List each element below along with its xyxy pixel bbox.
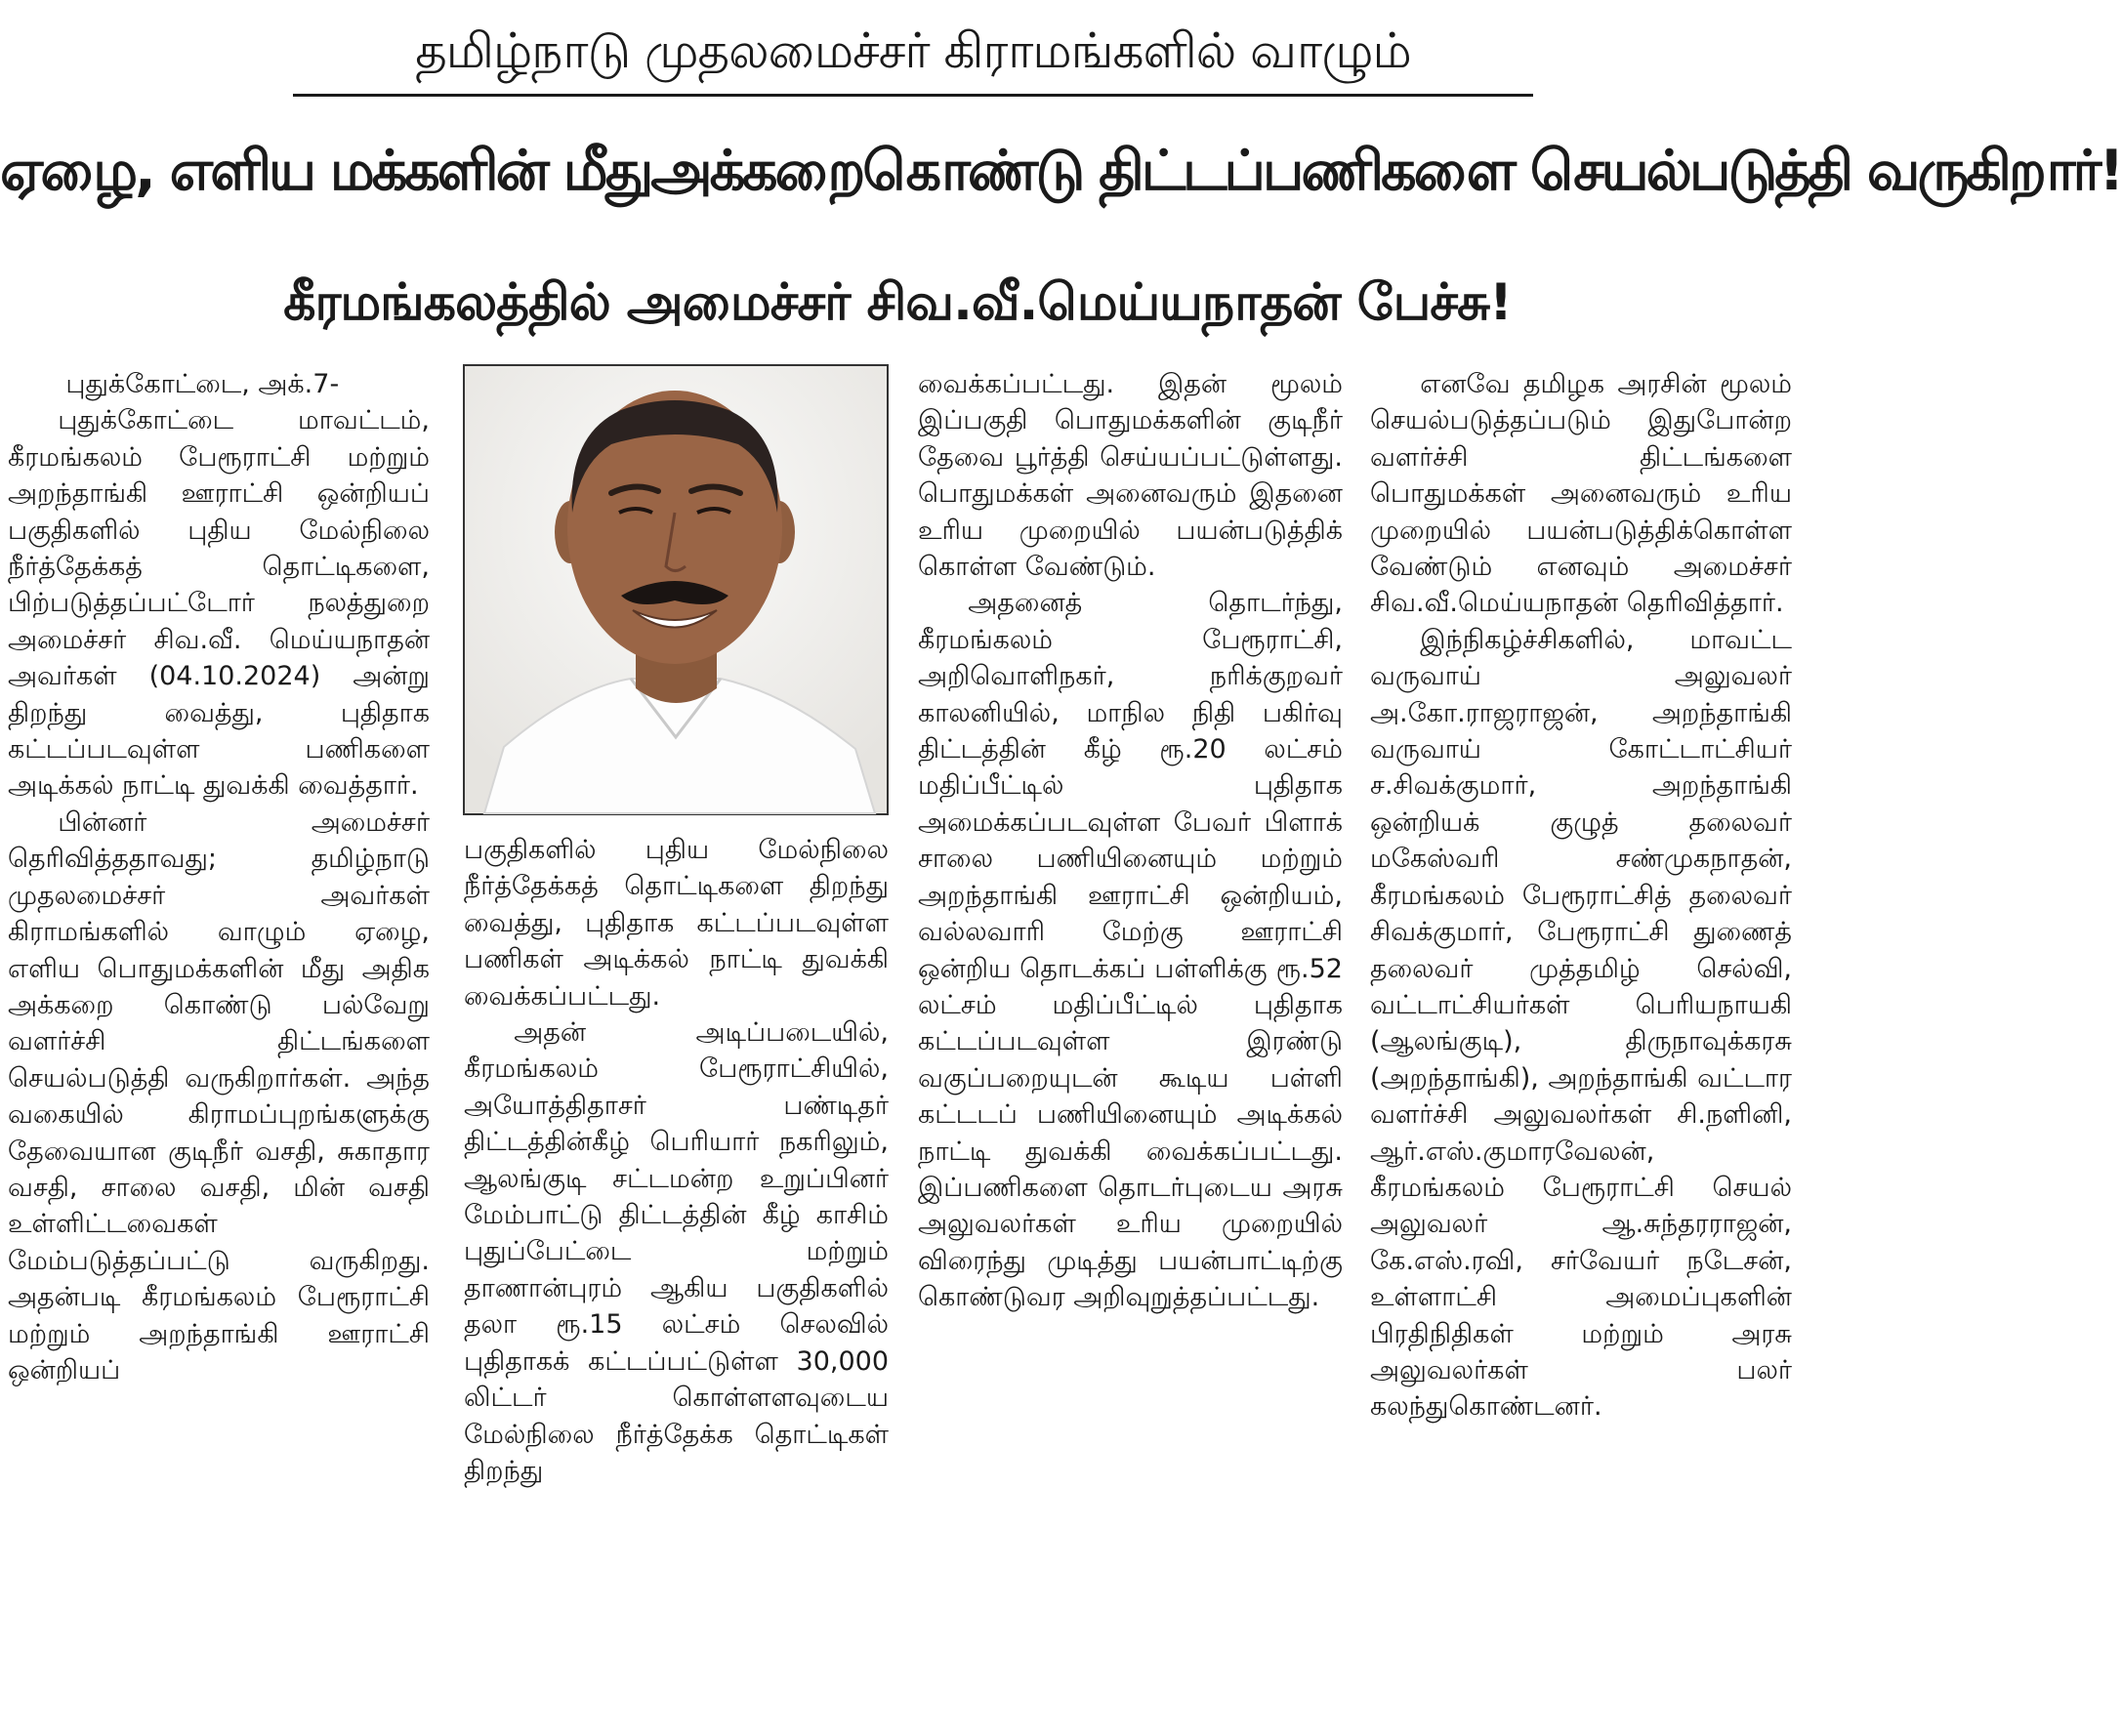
article-subhead: கீரமங்கலத்தில் அமைச்சர் சிவ.வீ.மெய்யநாதன் பேச்சு!: [283, 273, 1512, 332]
portrait-illustration: [465, 366, 887, 813]
article-column-4: [1370, 366, 1792, 1733]
article-paragraph: அதன் அடிப்படையில், கீரமங்கலம் பேரூராட்சியில், அயோத்திதாசர் பண்டிதர் திட்டத்தின்கீழ் பெரியார் நகரிலும், ஆலங்குடி சட்டமன்ற உறுப்பினர் மேம்பாட்டு திட்டத்தின் கீழ் காசிம் புதுப்பேட்டை மற்றும் தாணான்புரம் ஆகிய பகுதிகளில் தலா ரூ.15 லட்சம் செலவில் புதிதாகக் கட்டப்பட்டுள்ள 30,000 லிட்டர் கொள்ளளவுடைய மேல்நிலை நீர்த்தேக்க தொட்டிகள் திறந்து: [464, 1017, 889, 1486]
article-paragraph: எனவே தமிழக அரசின் மூலம் செயல்படுத்தப்படும் இதுபோன்ற வளர்ச்சி திட்டங்களை பொதுமக்கள் அனைவரும் உரிய முறையில் பயன்படுத்திக்கொள்ள வேண்டும் எனவும் அமைச்சர் சிவ.வீ.மெய்யநாதன் தெரிவித்தார்.: [1370, 369, 1792, 619]
article-paragraph: பின்னர் அமைச்சர் தெரிவித்ததாவது; தமிழ்நாடு முதலமைச்சர் அவர்கள் கிராமங்களில் வாழும் ஏழை, எளிய பொதுமக்களின் மீது அதிக அக்கறை கொண்டு பல்வேறு வளர்ச்சி திட்டங்களை செயல்படுத்தி வருகிறார்கள். அந்த வகையில் கிராமப்புறங்களுக்கு தேவையான குடிநீர் வசதி, சுகாதார வசதி, சாலை வசதி, மின் வசதி உள்ளிட்டவைகள் மேம்படுத்தப்பட்டு வருகிறது. அதன்படி கீரமங்கலம் பேரூராட்சி மற்றும் அறந்தாங்கி ஊராட்சி ஒன்றியப்: [8, 806, 430, 1385]
article-paragraph: வைக்கப்பட்டது. இதன் மூலம் இப்பகுதி பொதுமக்களின் குடிநீர் தேவை பூர்த்தி செய்யப்பட்டுள்ளது. பொதுமக்கள் அனைவரும் இதனை உரிய முறையில் பயன்படுத்திக் கொள்ள வேண்டும்.: [918, 369, 1343, 583]
article-kicker: தமிழ்நாடு முதலமைச்சர் கிராமங்களில் வாழும்: [293, 8, 1533, 97]
article-paragraph: புதுக்கோட்டை மாவட்டம், கீரமங்கலம் பேரூராட்சி மற்றும் அறந்தாங்கி ஊராட்சி ஒன்றியப் பகுதிகளில் புதிய மேல்நிலை நீர்த்தேக்கத் தொட்டிகளை, பிற்படுத்தப்பட்டோர் நலத்துறை அமைச்சர் சிவ.வீ. மெய்யநாதன் அவர்கள் (04.10.2024) அன்று திறந்து வைத்து, புதிதாக கட்டப்படவுள்ள பணிகளை அடிக்கல் நாட்டி துவக்கி வைத்தார்.: [8, 405, 430, 802]
minister-photo: [463, 364, 889, 815]
article-dateline: புதுக்கோட்டை, அக்.7-: [65, 369, 340, 399]
article-column-1: [8, 366, 430, 1733]
article-paragraph: அதனைத் தொடர்ந்து, கீரமங்கலம் பேரூராட்சி, அறிவொளிநகர், நரிக்குறவர் காலனியில், மாநில நிதி பகிர்வு திட்டத்தின் கீழ் ரூ.20 லட்சம் மதிப்பீட்டில் புதிதாக அமைக்கப்படவுள்ள பேவர் பிளாக் சாலை பணியினையும் மற்றும் அறந்தாங்கி ஊராட்சி ஒன்றியம், வல்லவாரி மேற்கு ஊராட்சி ஒன்றிய தொடக்கப் பள்ளிக்கு ரூ.52 லட்சம் மதிப்பீட்டில் புதிதாக கட்டப்படவுள்ள இரண்டு வகுப்பறையுடன் கூடிய பள்ளி கட்டடப் பணியினையும் அடிக்கல் நாட்டி துவக்கி வைக்கப்பட்டது. இப்பணிகளை தொடர்புடைய அரசு அலுவலர்கள் உரிய முறையில் விரைந்து முடித்து பயன்பாட்டிற்கு கொண்டுவர அறிவுறுத்தப்பட்டது.: [918, 588, 1343, 1313]
article-paragraph: இந்நிகழ்ச்சிகளில், மாவட்ட வருவாய் அலுவலர் அ.கோ.ராஜராஜன், அறந்தாங்கி வருவாய் கோட்டாட்சியர் ச.சிவக்குமார், அறந்தாங்கி ஒன்றியக் குழுத் தலைவர் மகேஸ்வரி சண்முகநாதன், கீரமங்கலம் பேரூராட்சித் தலைவர் சிவக்குமார், பேரூராட்சி துணைத் தலைவர் முத்தமிழ் செல்வி, வட்டாட்சியர்கள் பெரியநாயகி (ஆலங்குடி), திருநாவுக்கரசு (அறந்தாங்கி), அறந்தாங்கி வட்டார வளர்ச்சி அலுவலர்கள் சி.நளினி, ஆர்.எஸ்.குமாரவேலன், கீரமங்கலம் பேரூராட்சி செயல் அலுவலர் ஆ.சுந்தரராஜன், கே.எஸ்.ரவி, சர்வேயர் நடேசன், உள்ளாட்சி அமைப்புகளின் பிரதிநிதிகள் மற்றும் அரசு அலுவலர்கள் பலர் கலந்துகொண்டனர்.: [1370, 624, 1792, 1423]
article-column-2: [464, 832, 889, 1733]
article-column-3: [918, 366, 1343, 1733]
article-headline: ஏழை, எளிய மக்களின் மீதுஅக்கறைகொண்டு திட்டப்பணிகளை செயல்படுத்தி வருகிறார்!: [0, 139, 2121, 203]
article-paragraph: பகுதிகளில் புதிய மேல்நிலை நீர்த்தேக்கத் தொட்டிகளை திறந்து வைத்து, புதிதாக கட்டப்படவுள்ள பணிகள் அடிக்கல் நாட்டி துவக்கி வைக்கப்பட்டது.: [464, 835, 889, 1012]
